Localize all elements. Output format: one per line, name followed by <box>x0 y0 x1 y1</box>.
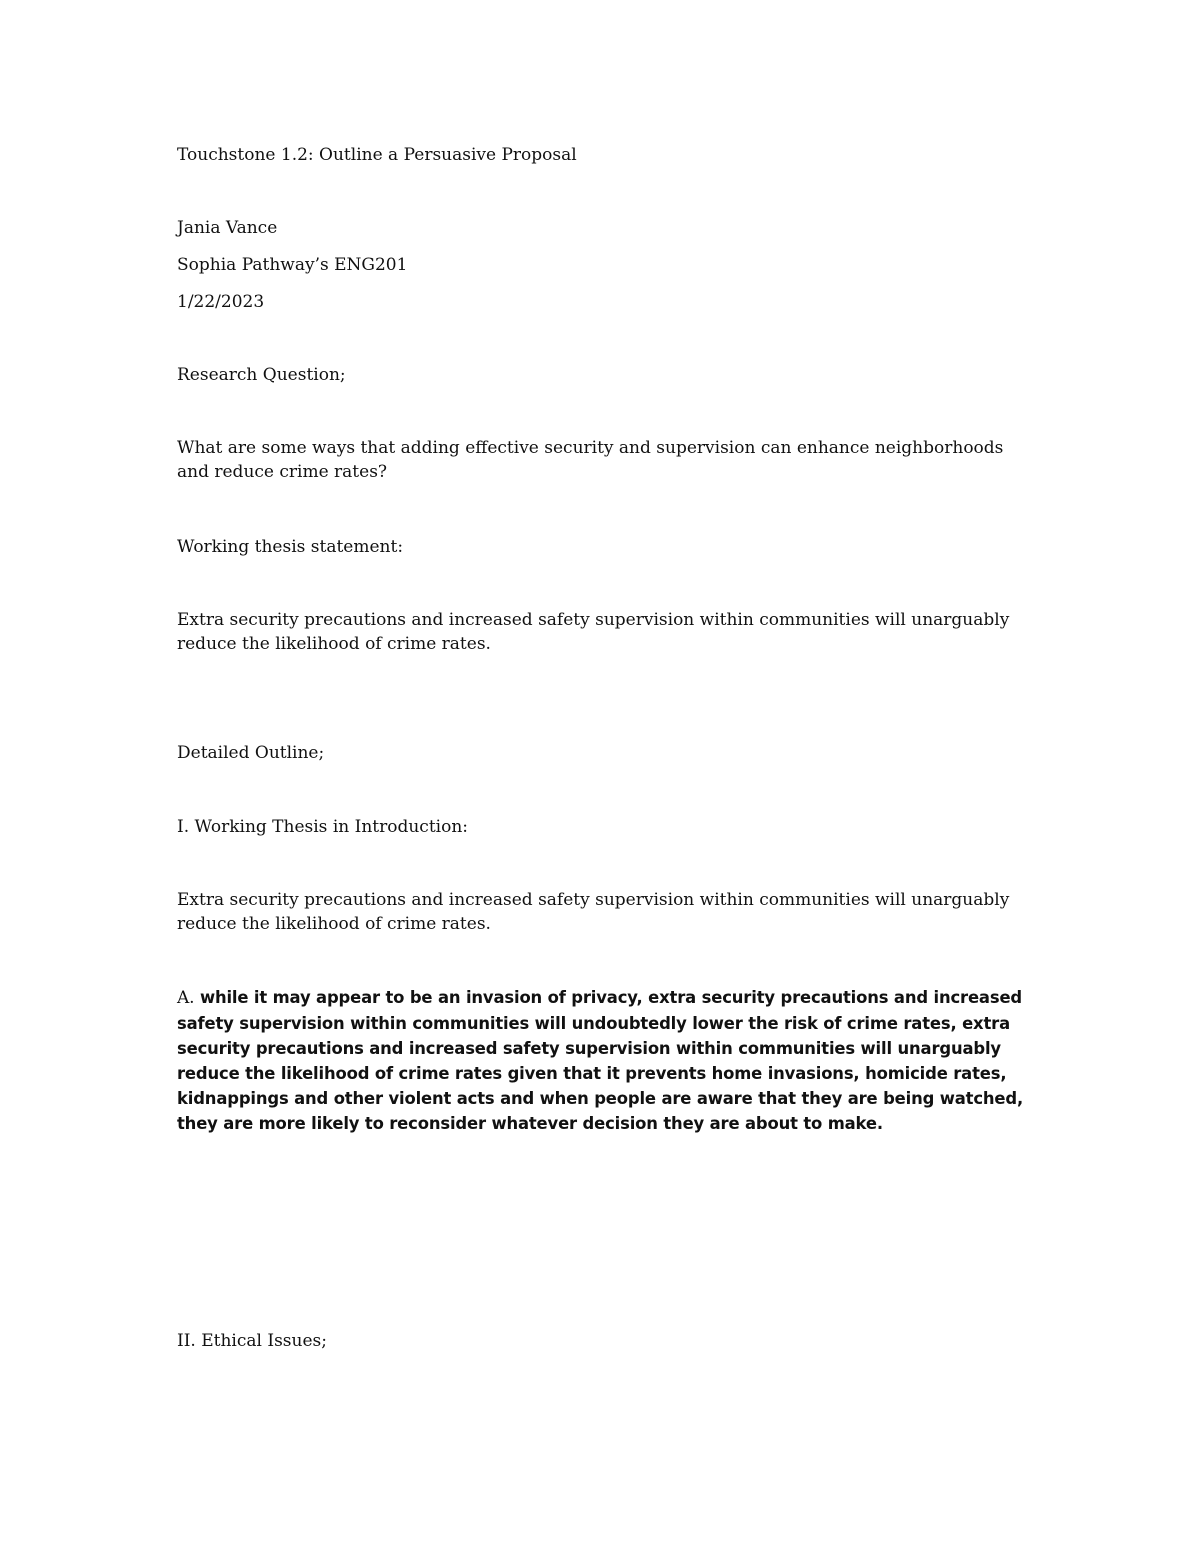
document-date: 1/22/2023 <box>177 292 265 312</box>
author-name: Jania Vance <box>177 218 278 238</box>
thesis-heading: Working thesis statement: <box>177 537 404 557</box>
research-question-heading: Research Question; <box>177 365 346 385</box>
point-a-paragraph <box>177 985 1027 1136</box>
point-a-label: A. <box>177 988 195 1008</box>
course-name: Sophia Pathway’s ENG201 <box>177 255 408 275</box>
document-title: Touchstone 1.2: Outline a Persuasive Proposal <box>177 145 577 165</box>
section-1-heading: I. Working Thesis in Introduction: <box>177 817 468 837</box>
research-question-text: What are some ways that adding effective security and supervision can enhance neighborhoods and reduce crime rates? <box>177 438 1004 482</box>
section-2-heading: II. Ethical Issues; <box>177 1331 327 1351</box>
outline-heading: Detailed Outline; <box>177 743 325 763</box>
section-1-thesis-text: Extra security precautions and increased safety supervision within communities will unarguably reduce the likelihood of crime rates. <box>177 890 1010 934</box>
thesis-text: Extra security precautions and increased safety supervision within communities will unarguably reduce the likelihood of crime rates. <box>177 610 1010 654</box>
point-a-text: while it may appear to be an invasion of privacy, extra security precautions and increased safety supervision within communities will undoubtedly lower the risk of crime rates, extra security precautions and increased safety supervision within communities will unarguably reduce the likelihood of crime rates given that it prevents home invasions, homicide rates, kidnappings and other violent acts and when people are aware that they are being watched, they are more likely to reconsider whatever decision they are about to make. <box>177 988 1024 1133</box>
